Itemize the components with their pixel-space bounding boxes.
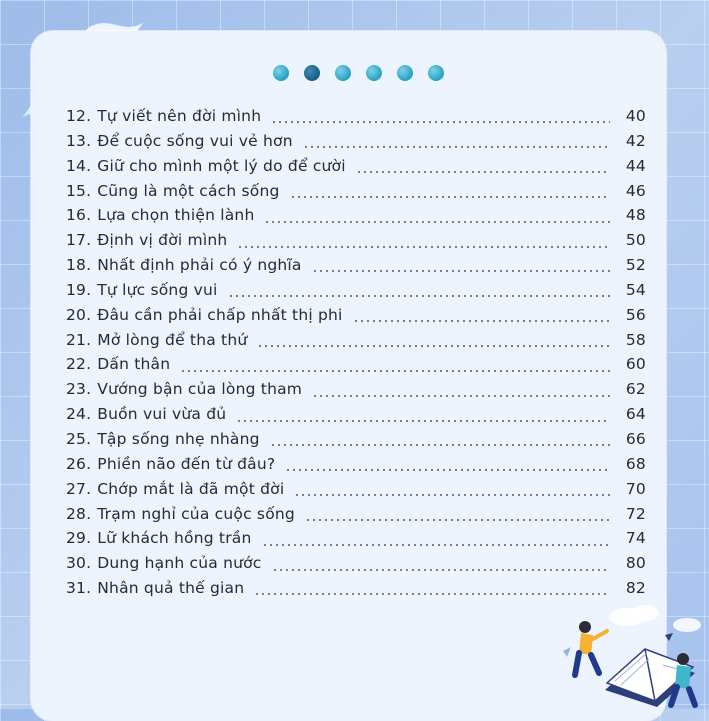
toc-entry	[66, 206, 646, 231]
dot-leader	[271, 121, 610, 123]
dot-leader	[237, 246, 610, 248]
toc-entry-page: 50	[625, 231, 646, 250]
toc-entry-number: 24.	[66, 405, 92, 424]
toc-entry-page: 80	[625, 554, 646, 573]
toc-entry-title: Chớp mắt là đã một đời	[97, 479, 285, 498]
pagination-dot	[273, 65, 289, 81]
toc-entry-page: 40	[625, 107, 646, 125]
toc-entry-title: Để cuộc sống vui vẻ hơn	[97, 131, 293, 150]
toc-entry-page: 54	[625, 280, 646, 299]
pagination-dot	[366, 65, 382, 81]
toc-entry-title: Vướng bận của lòng tham	[97, 380, 303, 399]
dot-leader	[270, 444, 610, 446]
dot-leader	[353, 320, 610, 322]
toc-entry-page: 56	[625, 305, 646, 324]
toc-entry-number: 18.	[66, 256, 92, 275]
toc-entry-number: 12.	[66, 107, 92, 125]
dot-leader	[264, 221, 610, 223]
toc-entry	[66, 455, 646, 480]
toc-entry-title: Dung hạnh của nước	[97, 554, 262, 573]
toc-entry	[66, 331, 646, 356]
pagination-dot	[397, 65, 413, 81]
toc-entry-title: Nhân quả thế gian	[97, 579, 245, 598]
toc-entry-page: 64	[625, 405, 646, 424]
toc-entry-title: Dấn thân	[97, 355, 171, 374]
toc-entry-page: 62	[625, 380, 646, 399]
toc-entry-title: Buồn vui vừa đủ	[97, 405, 227, 424]
toc-entry	[66, 306, 646, 331]
toc-entry	[66, 505, 646, 530]
toc-entry-page: 44	[625, 156, 646, 175]
dot-leader	[180, 370, 610, 372]
dot-leader	[305, 519, 610, 521]
toc-entry	[66, 355, 646, 380]
table-of-contents	[66, 107, 646, 604]
toc-entry-number: 16.	[66, 206, 92, 225]
toc-entry-title: Giữ cho mình một lý do để cười	[97, 156, 346, 175]
toc-entry-number: 31.	[66, 579, 92, 598]
toc-entry	[66, 281, 646, 306]
toc-entry	[66, 480, 646, 505]
dot-leader	[257, 345, 610, 347]
toc-entry-title: Mở lòng để tha thứ	[97, 330, 248, 349]
dot-leader	[312, 270, 610, 272]
toc-entry-title: Nhất định phải có ý nghĩa	[97, 256, 302, 275]
toc-entry-title: Trạm nghỉ của cuộc sống	[97, 504, 295, 523]
toc-entry-number: 20.	[66, 305, 92, 324]
toc-entry-page: 58	[625, 330, 646, 349]
toc-entry-title: Lựa chọn thiện lành	[97, 206, 255, 225]
toc-entry-number: 13.	[66, 131, 92, 150]
pagination-dots	[273, 65, 444, 81]
dot-leader	[290, 196, 610, 198]
toc-entry-page: 52	[625, 256, 646, 275]
toc-entry-number: 30.	[66, 554, 92, 573]
toc-entry-page: 68	[625, 454, 646, 473]
toc-entry-number: 17.	[66, 231, 92, 250]
toc-entry	[66, 231, 646, 256]
toc-entry-title: Tự viết nên đời mình	[97, 107, 262, 125]
toc-entry-title: Phiền não đến từ đâu?	[97, 454, 276, 473]
toc-entry	[66, 554, 646, 579]
toc-entry-title: Tự lực sống vui	[97, 280, 218, 299]
dot-leader	[262, 544, 611, 546]
dot-leader	[303, 146, 610, 148]
toc-entry-page: 70	[625, 479, 646, 498]
toc-entry	[66, 157, 646, 182]
dot-leader	[228, 295, 610, 297]
dot-leader	[236, 420, 610, 422]
pagination-dot	[335, 65, 351, 81]
toc-entry	[66, 132, 646, 157]
toc-entry	[66, 182, 646, 207]
toc-entry	[66, 430, 646, 455]
toc-entry	[66, 380, 646, 405]
dot-leader	[294, 494, 610, 496]
reading-people-illustration	[545, 595, 705, 709]
pagination-dot	[428, 65, 444, 81]
toc-entry-number: 14.	[66, 156, 92, 175]
toc-entry	[66, 256, 646, 281]
toc-entry-number: 29.	[66, 529, 92, 548]
toc-entry-number: 19.	[66, 280, 92, 299]
toc-entry-number: 25.	[66, 429, 92, 448]
dot-leader	[312, 395, 610, 397]
dot-leader	[272, 569, 610, 571]
toc-entry	[66, 107, 646, 132]
toc-entry-number: 23.	[66, 380, 92, 399]
toc-entry-title: Tập sống nhẹ nhàng	[97, 429, 260, 448]
dot-leader	[356, 171, 610, 173]
toc-entry-title: Cũng là một cách sống	[97, 181, 280, 200]
toc-entry-page: 46	[625, 181, 646, 200]
pagination-dot-active	[304, 65, 320, 81]
toc-entry-number: 21.	[66, 330, 92, 349]
dot-leader	[285, 469, 610, 471]
toc-entry-title: Định vị đời mình	[97, 231, 228, 250]
toc-entry-number: 22.	[66, 355, 92, 374]
toc-entry-number: 27.	[66, 479, 92, 498]
toc-entry-page: 82	[625, 579, 646, 598]
toc-entry-page: 66	[625, 429, 646, 448]
toc-entry-number: 15.	[66, 181, 92, 200]
toc-entry-page: 74	[625, 529, 646, 548]
toc-entry-page: 60	[625, 355, 646, 374]
toc-entry-page: 42	[625, 131, 646, 150]
toc-entry	[66, 529, 646, 554]
toc-entry-title: Đâu cần phải chấp nhất thị phi	[97, 305, 343, 324]
toc-entry-title: Lữ khách hồng trần	[97, 529, 252, 548]
toc-entry	[66, 405, 646, 430]
toc-entry-number: 26.	[66, 454, 92, 473]
toc-entry-page: 72	[625, 504, 646, 523]
toc-entry-number: 28.	[66, 504, 92, 523]
toc-entry-page: 48	[625, 206, 646, 225]
